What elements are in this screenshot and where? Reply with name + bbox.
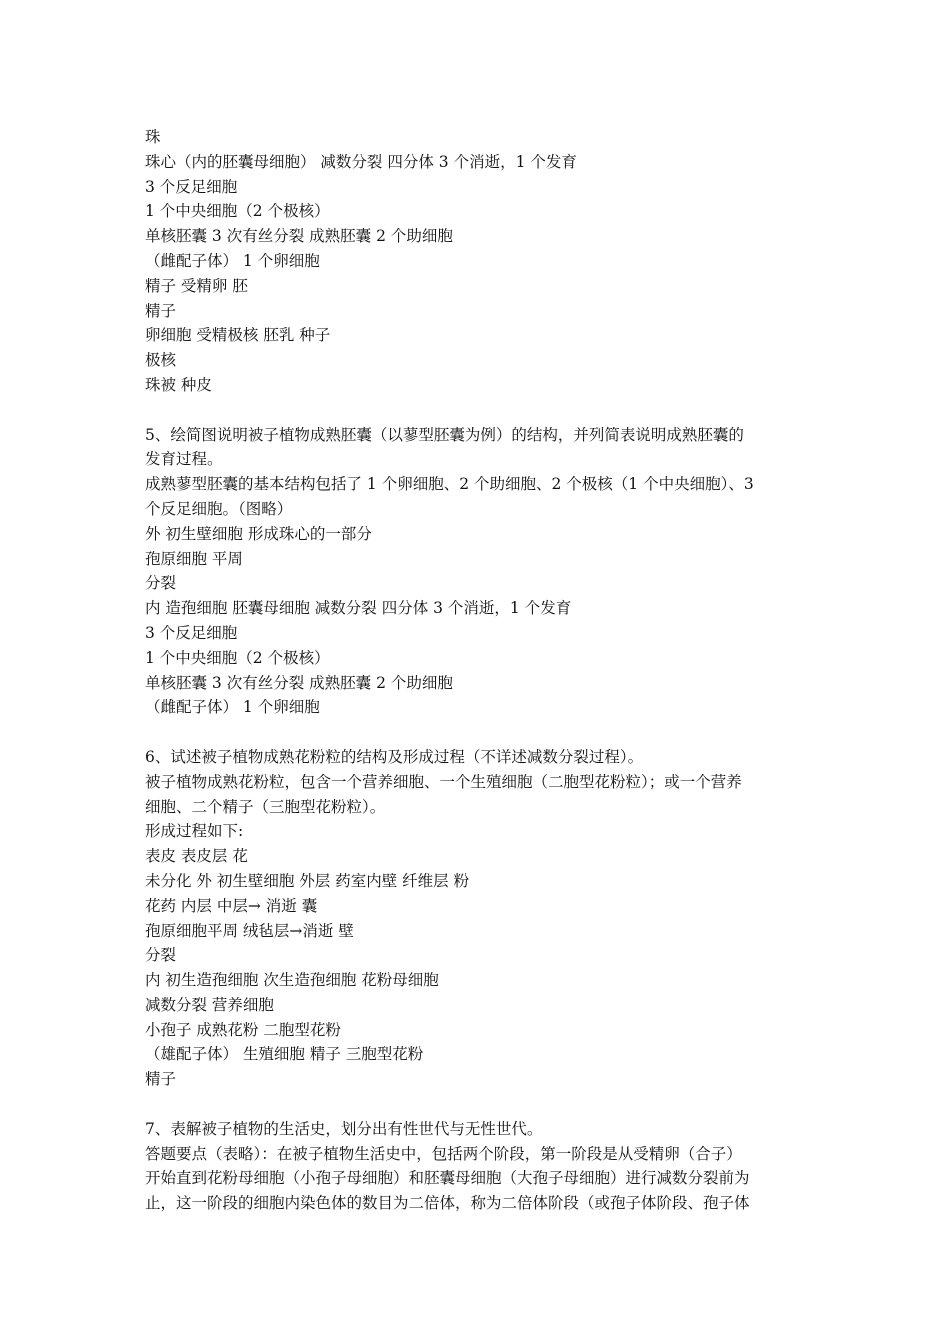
text-line: 精子 <box>145 301 177 320</box>
paragraph-gap <box>145 1092 813 1117</box>
text-line: 单核胚囊 3 次有丝分裂 成熟胚囊 2 个助细胞 <box>145 673 453 692</box>
text-line: 花药 内层 中层→ 消逝 囊 <box>145 896 318 915</box>
answer-text: 成熟蓼型胚囊的基本结构包括了 1 个卵细胞、2 个助细胞、2 个极核（1 个中央细胞）、3 <box>145 475 754 494</box>
text-line: 极核 <box>145 351 177 370</box>
paragraph-gap <box>145 720 813 745</box>
text-line: 小孢子 成熟花粉 二胞型花粉 <box>145 1020 341 1039</box>
text-line: 精子 受精卵 胚 <box>145 276 248 295</box>
text-line: 1 个中央细胞（2 个极核） <box>145 648 330 667</box>
question-7-text: 7、表解被子植物的生活史，划分出有性世代与无性世代。 <box>145 1119 543 1138</box>
text-line: 卵细胞 受精极核 胚乳 种子 <box>145 326 331 345</box>
text-line: 外 初生壁细胞 形成珠心的一部分 <box>145 524 372 543</box>
answer-text: 被子植物成熟花粉粒，包含一个营养细胞、一个生殖细胞（二胞型花粉粒）；或一个营养 <box>145 772 742 791</box>
text-line: 精子 <box>145 1070 177 1089</box>
text-line: 珠心（内的胚囊母细胞） 减数分裂 四分体 3 个消逝，1 个发育 <box>145 152 577 171</box>
answer-text: 细胞、二个精子（三胞型花粉粒）。 <box>145 797 386 816</box>
question-6-text: 6、试述被子植物成熟花粉粒的结构及形成过程（不详述减数分裂过程）。 <box>145 747 644 766</box>
text-line: 孢原细胞平周 绒毡层→消逝 壁 <box>145 921 354 940</box>
text-line: 内 造孢细胞 胚囊母细胞 减数分裂 四分体 3 个消逝，1 个发育 <box>145 599 572 618</box>
text-line: 分裂 <box>145 574 177 593</box>
ovule-development-flow <box>145 125 813 398</box>
question-5-text: 5、绘简图说明被子植物成熟胚囊（以蓼型胚囊为例）的结构，并列简表说明成熟胚囊的 <box>145 425 744 444</box>
text-line: 内 初生造孢细胞 次生造孢细胞 花粉母细胞 <box>145 971 439 990</box>
answer-text: 开始直到花粉母细胞（小孢子母细胞）和胚囊母细胞（大孢子母细胞）进行减数分裂前为 <box>145 1169 750 1188</box>
text-line: 未分化 外 初生壁细胞 外层 药室内壁 纤维层 粉 <box>145 871 470 890</box>
text-line: 3 个反足细胞 <box>145 177 238 196</box>
text-line: （雌配子体） 1 个卵细胞 <box>145 698 320 717</box>
question-6 <box>145 745 813 1092</box>
text-line: （雄配子体） 生殖细胞 精子 三胞型花粉 <box>145 1045 424 1064</box>
text-line: （雌配子体） 1 个卵细胞 <box>145 251 320 270</box>
question-5-text: 发育过程。 <box>145 450 223 469</box>
text-line: 珠 <box>145 128 161 146</box>
answer-text: 止，这一阶段的细胞内染色体的数目为二倍体，称为二倍体阶段（或孢子体阶段、孢子体 <box>145 1194 750 1213</box>
answer-text: 答题要点（表略）：在被子植物生活史中，包括两个阶段，第一阶段是从受精卵（合子） <box>145 1144 742 1163</box>
text-line: 表皮 表皮层 花 <box>145 847 248 866</box>
text-line: 3 个反足细胞 <box>145 623 238 642</box>
text-line: 珠被 种皮 <box>145 375 212 394</box>
document-body <box>145 125 813 1216</box>
question-5 <box>145 423 813 721</box>
process-intro: 形成过程如下: <box>145 822 244 841</box>
question-7 <box>145 1117 813 1216</box>
text-line: 减数分裂 营养细胞 <box>145 995 274 1014</box>
text-line: 分裂 <box>145 946 177 965</box>
answer-text: 个反足细胞。（图略） <box>145 499 293 518</box>
text-line: 单核胚囊 3 次有丝分裂 成熟胚囊 2 个助细胞 <box>145 227 453 246</box>
paragraph-gap <box>145 398 813 423</box>
text-line: 1 个中央细胞（2 个极核） <box>145 202 330 221</box>
text-line: 孢原细胞 平周 <box>145 549 243 568</box>
